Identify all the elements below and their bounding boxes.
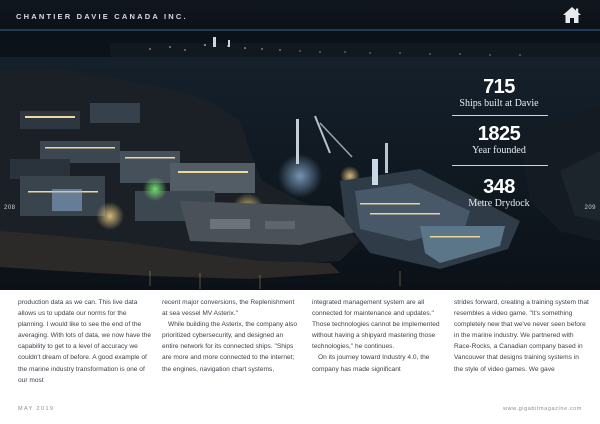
article-column-1 [18, 297, 153, 386]
page-number-left: 208 [4, 205, 16, 211]
paragraph: While building the Asterix, the company also prioritized cybersecurity, and designed an entire network for its connected ships. "Ships are more and more connected to the internet; the engines, navigation chart systems, [162, 321, 298, 373]
paragraph: integrated management system are all connected for maintenance and updates." Those technologies cannot be implemented without having a shipyard mastering those technologies," he continues. [312, 299, 440, 351]
issue-date: MAY 2019 [18, 406, 55, 412]
shipyard-night-photo [0, 31, 600, 290]
stat-year-founded [440, 123, 558, 157]
article-column-2 [162, 297, 297, 375]
paragraph: recent major conversions, the Replenishment at sea vessel MV Asterix." [162, 299, 295, 318]
header-title: CHANTIER DAVIE CANADA INC. [16, 12, 188, 21]
stat-label: Ships built at Davie [459, 98, 539, 109]
stat-value: 1825 [477, 123, 521, 145]
page-number-right: 209 [584, 205, 596, 211]
magazine-header [0, 0, 600, 30]
stat-label: Year founded [472, 145, 526, 156]
magazine-url[interactable]: www.gigabitmagazine.com [503, 406, 582, 412]
article-column-4 [454, 297, 589, 375]
stat-divider [452, 165, 548, 166]
paragraph: production data as we can. This live data allows us to update our norms for the planning. I would like to see the end of the averaging. With lots of data, we now have the capability to get to a level of accuracy we couldn't dream of before. A good example of the marine industry transformation is one of our most [18, 299, 152, 384]
stat-drydock [440, 176, 558, 210]
paragraph: On its journey toward Industry 4.0, the company has made significant [312, 354, 430, 373]
stat-value: 715 [483, 76, 515, 98]
home-icon[interactable] [562, 6, 582, 24]
stat-label: Metre Drydock [468, 198, 530, 209]
article-column-3 [312, 297, 447, 375]
paragraph: strides forward, creating a training system that resembles a video game. "It's something completely new that we've never seen before in the marine industry. We partnered with Race-Rocks, a Canadian company based in Vancouver that designs training systems in the style of video games. We gave [454, 299, 589, 373]
stat-ships-built [440, 76, 558, 110]
stat-divider [452, 115, 548, 116]
stat-value: 348 [483, 176, 515, 198]
